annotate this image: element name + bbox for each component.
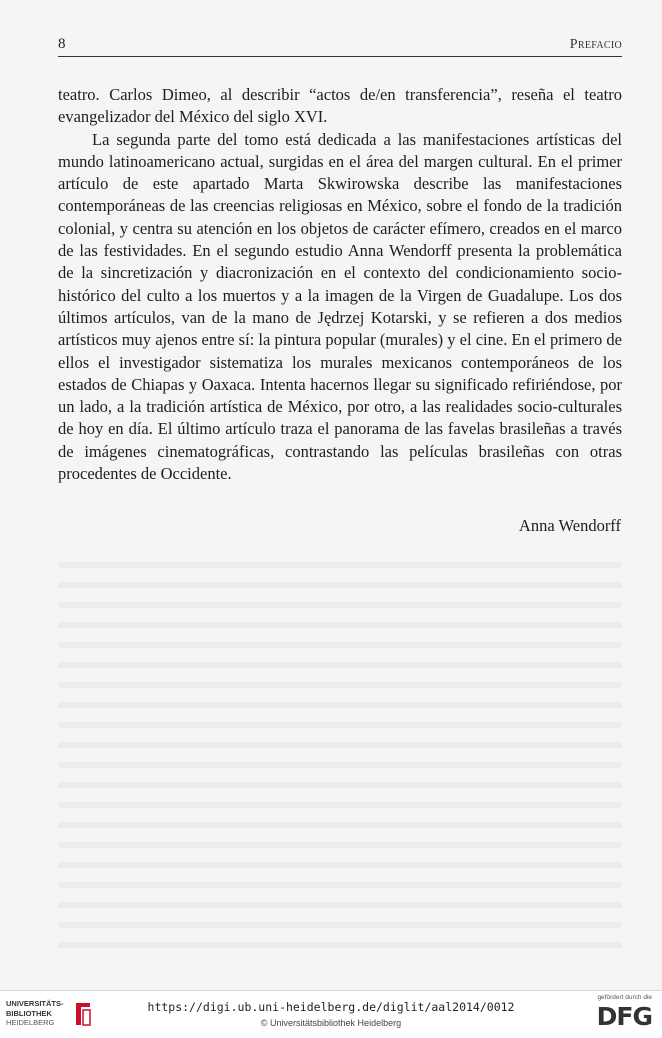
- show-through-text: [58, 548, 622, 948]
- library-name-line1: UNIVERSITÄTS-: [6, 999, 64, 1008]
- copyright-notice: © Universitätsbibliothek Heidelberg: [260, 1018, 402, 1028]
- dfg-logo: DFG: [596, 1002, 652, 1031]
- funder-badge[interactable]: [588, 994, 652, 1034]
- funder-label: gefördert durch die: [597, 994, 652, 1001]
- library-name-line2: BIBLIOTHEK: [6, 1008, 52, 1018]
- body-text: [58, 84, 622, 485]
- page-number: 8: [58, 36, 66, 52]
- paragraph-continuation: teatro. Carlos Dimeo, al describir “actos de/en transferencia”, reseña el teatro evangelizador del México del siglo XVI.: [58, 85, 622, 127]
- header-rule: [58, 56, 622, 57]
- permalink-url[interactable]: https://digi.ub.uni-heidelberg.de/diglit/aal2014/0012: [147, 1000, 515, 1014]
- viewer-footer: [0, 990, 662, 1038]
- running-head: Prefacio: [569, 37, 622, 52]
- paragraph-main: La segunda parte del tomo está dedicada a las manifestaciones artísticas del mundo latinoamericano actual, surgidas en el área del margen cultural. En el primer artículo de este apartado Marta Skwirowska describe las manifestaciones contemporáneas de las creencias religiosas en México, sobre el fondo de la tradición colonial, y centra su atención en los objetos de carácter efímero, creados en el marco de las festividades. En el segundo estudio Anna Wendorff presenta la problemática de la sincretización y diacronización en el contexto del condicionamiento socio-histórico del culto a los muertos y a la imagen de la Virgen de Guadalupe. Los dos últimos artículos, van de la mano de Jędrzej Kotarski, y se refieren a dos medios artísticos muy ajenos entre sí: la pintura popular (murales) y el cine. En el primero de ellos el investigador sistematiza los murales mexicanos contemporáneos de los estados de Chiapas y Oaxaca. Intenta hacernos llegar su significado refiriéndose, por un lado, a la tradición artística de México, por otro, a las realidades socio-culturales de hoy en día. El último artículo traza el panorama de las favelas brasileñas a través de imágenes cinematográficas, contrastando las películas brasileñas con otras procedentes de Occidente.: [58, 129, 622, 484]
- author-signature: Anna Wendorff: [518, 516, 621, 535]
- library-name-line3: HEIDELBERG: [6, 1018, 55, 1027]
